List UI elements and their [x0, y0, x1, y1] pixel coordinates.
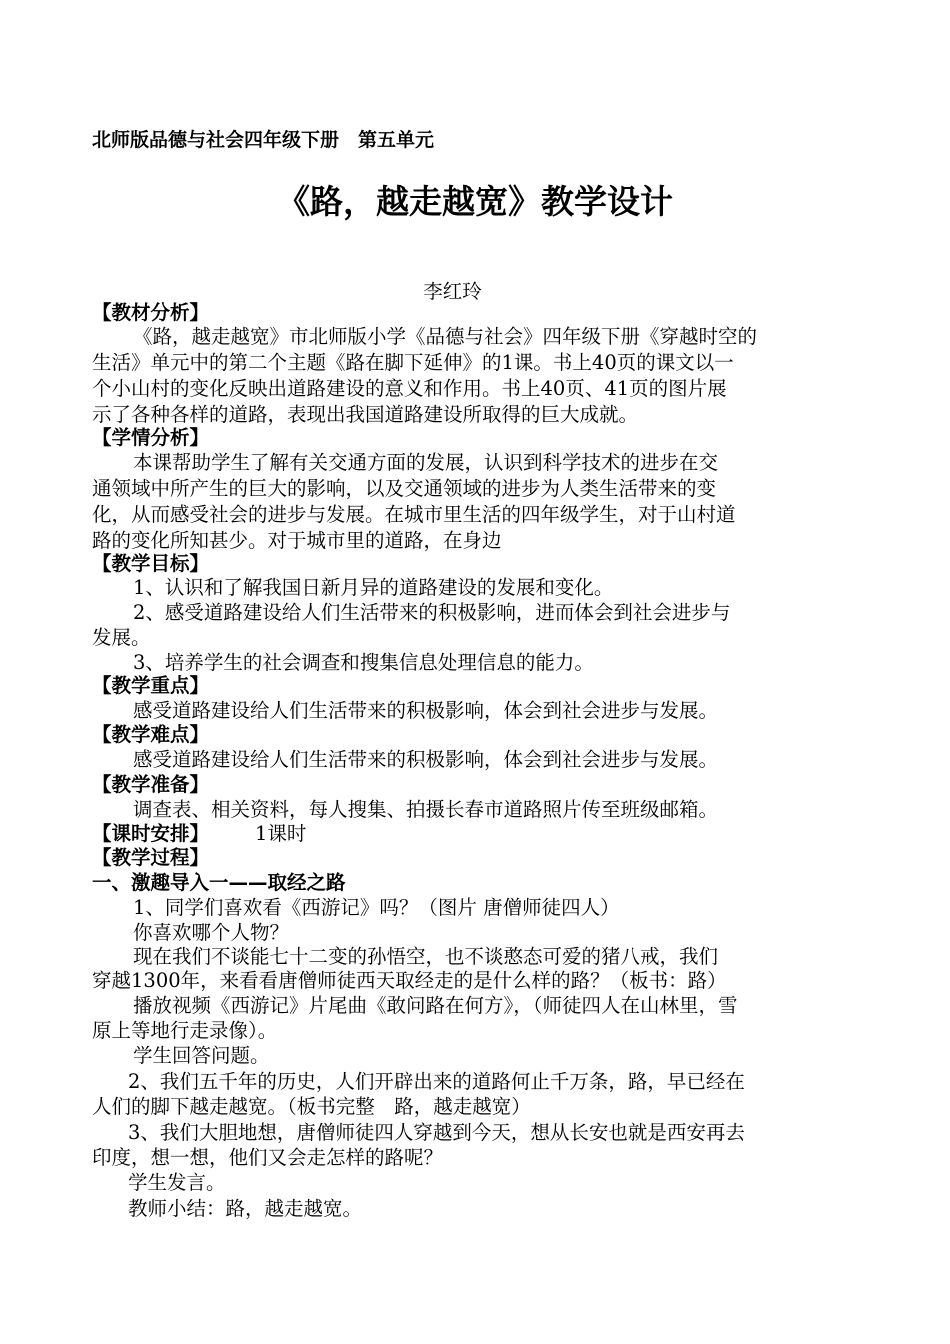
section-heading-schedule [92, 821, 306, 847]
section-heading-difficult: 【教学难点】 [92, 723, 210, 746]
process-line: 播放视频《西游记》片尾曲《敢问路在何方》，（师徒四人在山林里，雪 [133, 994, 738, 1017]
section-heading-analysis: 【教材分析】 [92, 301, 210, 324]
goal-item: 2、感受道路建设给人们生活带来的积极影响，进而体会到社会进步与 [133, 601, 731, 624]
paragraph-line: 个小山村的变化反映出道路建设的意义和作用。书上40页、41页的图片展 [92, 377, 727, 400]
series-heading: 北师版品德与社会四年级下册 第五单元 [92, 129, 435, 151]
paragraph-line: 通领域中所产生的巨大的影响，以及交通领域的进步为人类生活带来的变 [92, 477, 717, 500]
paragraph-line: 生活》单元中的第二个主题《路在脚下延伸》的1课。书上40页的课文以一 [92, 351, 734, 374]
paragraph-line: 《路，越走越宽》市北师版小学《品德与社会》四年级下册《穿越时空的 [133, 325, 758, 348]
difficult-point-text: 感受道路建设给人们生活带来的积极影响，体会到社会进步与发展。 [133, 748, 719, 771]
section-heading-key: 【教学重点】 [92, 674, 210, 697]
process-line: 穿越1300年，来看看唐僧师徒西天取经走的是什么样的路？（板书：路） [92, 969, 727, 992]
process-line: 印度，想一想，他们又会走怎样的路呢？ [92, 1146, 444, 1169]
paragraph-line: 化，从而感受社会的进步与发展。在城市里生活的四年级学生，对于山村道 [92, 503, 736, 526]
step-heading: 一、激趣导入一——取经之路 [92, 871, 346, 894]
goal-item: 发展。 [92, 626, 151, 649]
prep-text: 调查表、相关资料，每人搜集、拍摄长春市道路照片传至班级邮箱。 [133, 798, 719, 821]
process-line: 学生回答问题。 [133, 1044, 270, 1067]
process-line: 2、我们五千年的历史，人们开辟出来的道路何止千万条，路，早已经在 [128, 1070, 745, 1093]
author-name: 李红玲 [423, 280, 482, 303]
section-heading-process: 【教学过程】 [92, 846, 210, 869]
section-heading-goals: 【教学目标】 [92, 552, 210, 575]
paragraph-line: 本课帮助学生了解有关交通方面的发展，认识到科学技术的进步在交 [133, 451, 719, 474]
paragraph-line: 路的变化所知甚少。对于城市里的道路，在身边 [92, 529, 502, 552]
section-heading-learner: 【学情分析】 [92, 426, 210, 449]
process-line: 人们的脚下越走越宽。（板书完整 路，越走越宽） [92, 1095, 531, 1118]
page-title: 《路，越走越宽》教学设计 [277, 182, 673, 221]
process-line: 教师小结：路，越走越宽。 [128, 1197, 363, 1220]
section-heading-prep: 【教学准备】 [92, 773, 210, 796]
key-point-text: 感受道路建设给人们生活带来的积极影响，体会到社会进步与发展。 [133, 699, 719, 722]
process-line: 现在我们不谈能七十二变的孙悟空，也不谈憨态可爱的猪八戒，我们 [133, 945, 719, 968]
goal-item: 3、培养学生的社会调查和搜集信息处理信息的能力。 [133, 651, 594, 674]
process-line: 原上等地行走录像）。 [92, 1019, 278, 1042]
process-line: 3、我们大胆地想，唐僧师徒四人穿越到今天，想从长安也就是西安再去 [128, 1121, 745, 1144]
process-line: 你喜欢哪个人物？ [133, 921, 290, 944]
process-line: 1、同学们喜欢看《西游记》吗？（图片 唐僧师徒四人） [133, 896, 620, 919]
process-line: 学生发言。 [128, 1171, 226, 1194]
goal-item: 1、认识和了解我国日新月异的道路建设的发展和变化。 [133, 576, 614, 599]
schedule-label: 【课时安排】 [92, 822, 210, 845]
paragraph-line: 示了各种各样的道路，表现出我国道路建设所取得的巨大成就。 [92, 403, 639, 426]
schedule-value: 1课时 [255, 822, 307, 845]
